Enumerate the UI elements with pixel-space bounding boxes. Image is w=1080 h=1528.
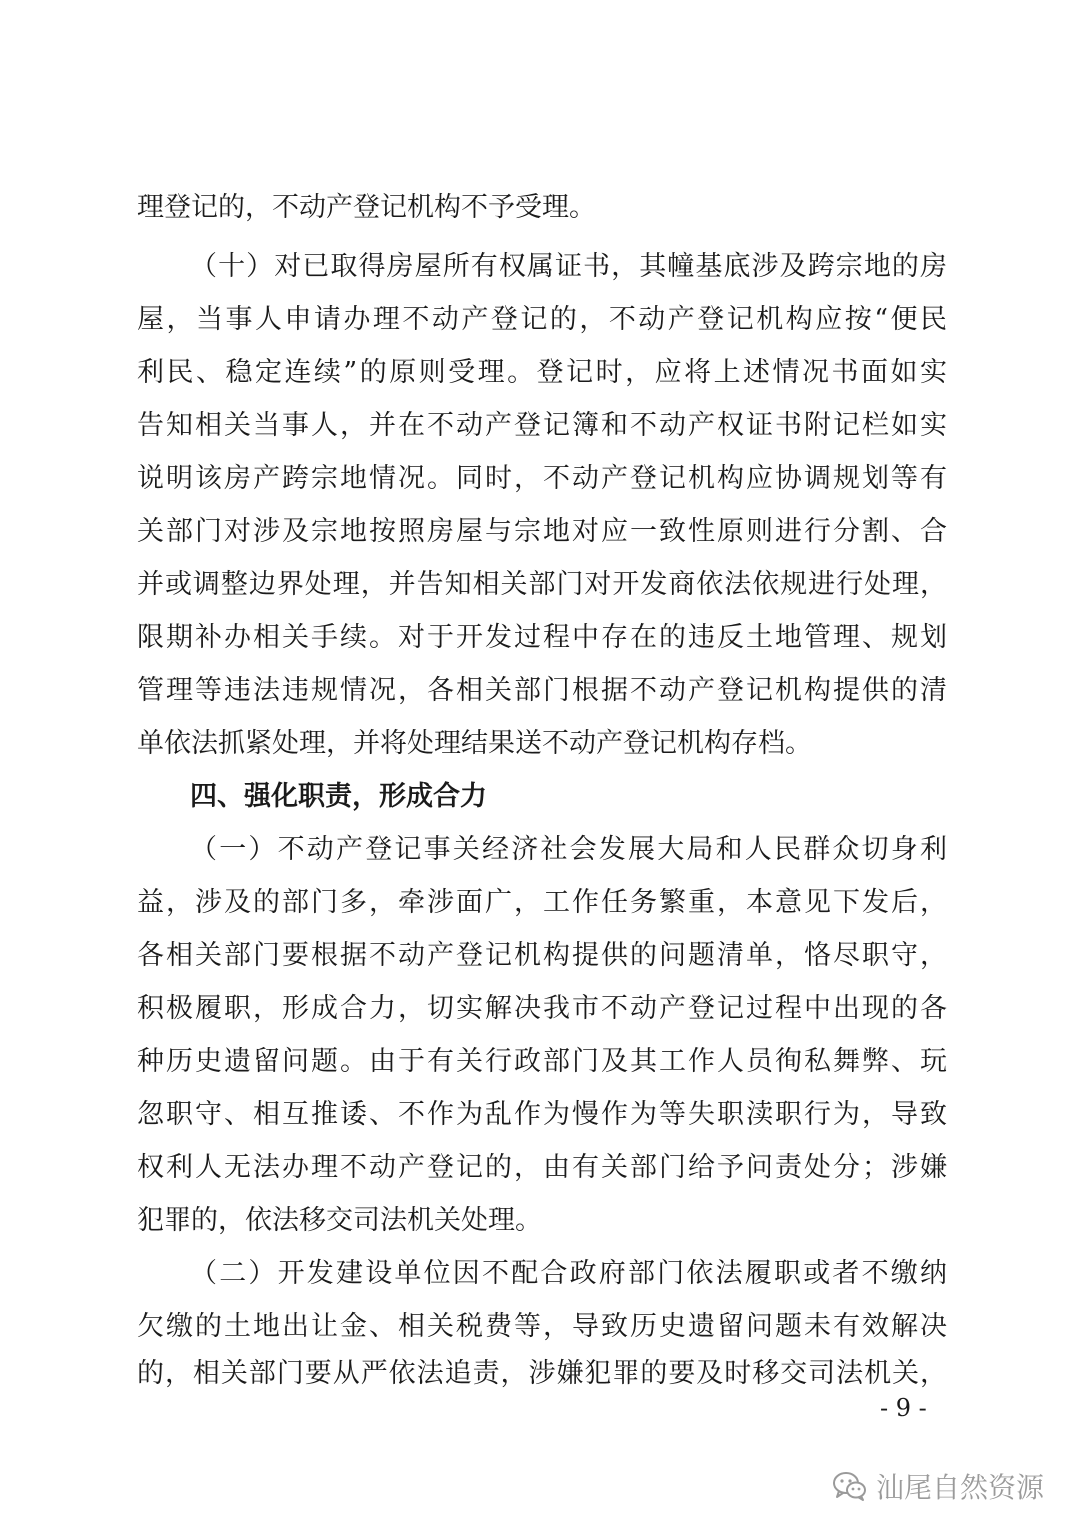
page-number: - 9 - xyxy=(880,1394,927,1422)
text-line: 的，相关部门要从严依法追责，涉嫌犯罪的要及时移交司法机关， xyxy=(137,1358,947,1389)
text-line: 管理等违法违规情况，各相关部门根据不动产登记机构提供的清 xyxy=(137,675,947,706)
text-line: 种历史遗留问题。由于有关行政部门及其工作人员徇私舞弊、玩 xyxy=(137,1046,947,1077)
text-line: （二）开发建设单位因不配合政府部门依法履职或者不缴纳 xyxy=(190,1258,947,1289)
text-line: 权利人无法办理不动产登记的，由有关部门给予问责处分；涉嫌 xyxy=(137,1152,947,1183)
text-line: 告知相关当事人，并在不动产登记簿和不动产权证书附记栏如实 xyxy=(137,410,947,441)
text-line: 理登记的，不动产登记机构不予受理。 xyxy=(137,192,596,223)
text-line: 益，涉及的部门多，牵涉面广，工作任务繁重，本意见下发后， xyxy=(137,887,947,918)
text-line: （十）对已取得房屋所有权属证书，其幢基底涉及跨宗地的房 xyxy=(190,251,947,282)
text-line: 单依法抓紧处理，并将处理结果送不动产登记机构存档。 xyxy=(137,728,812,759)
text-line: 说明该房产跨宗地情况。同时，不动产登记机构应协调规划等有 xyxy=(137,463,947,494)
wechat-icon xyxy=(832,1470,868,1502)
text-line: 忽职守、相互推诿、不作为乱作为慢作为等失职渎职行为，导致 xyxy=(137,1099,947,1130)
text-line: 积极履职，形成合力，切实解决我市不动产登记过程中出现的各 xyxy=(137,993,947,1024)
text-line: （一）不动产登记事关经济社会发展大局和人民群众切身利 xyxy=(190,834,947,865)
text-line: 关部门对涉及宗地按照房屋与宗地对应一致性原则进行分割、合 xyxy=(137,516,947,547)
text-line: 欠缴的土地出让金、相关税费等，导致历史遗留问题未有效解决 xyxy=(137,1311,947,1342)
text-line: 犯罪的，依法移交司法机关处理。 xyxy=(137,1205,542,1236)
text-line: 限期补办相关手续。对于开发过程中存在的违反土地管理、规划 xyxy=(137,622,947,653)
text-line: 并或调整边界处理，并告知相关部门对开发商依法依规进行处理， xyxy=(137,569,947,600)
watermark xyxy=(832,1466,1044,1506)
text-line: 各相关部门要根据不动产登记机构提供的问题清单，恪尽职守， xyxy=(137,940,947,971)
section-heading: 四、强化职责，形成合力 xyxy=(190,781,487,812)
text-line: 屋，当事人申请办理不动产登记的，不动产登记机构应按“便民 xyxy=(137,304,947,335)
watermark-text: 汕尾自然资源 xyxy=(875,1471,1044,1504)
text-line: 利民、稳定连续”的原则受理。登记时，应将上述情况书面如实 xyxy=(137,357,947,388)
